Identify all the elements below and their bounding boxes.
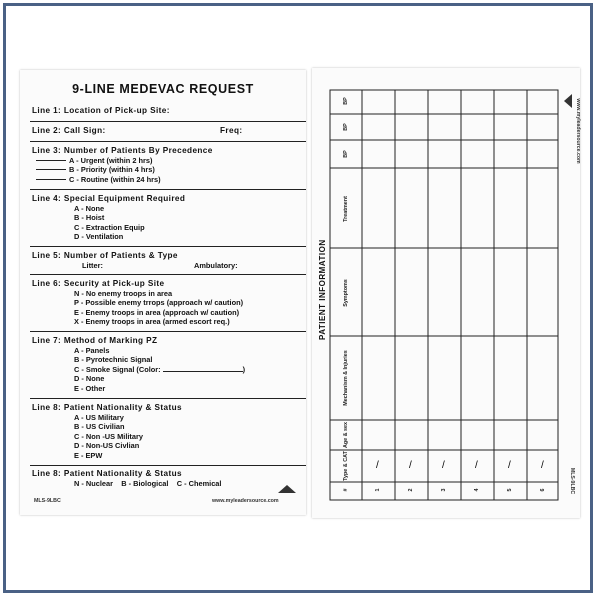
column-label-symptoms: Symptoms xyxy=(343,279,349,307)
type-cat-slash: / xyxy=(409,460,412,471)
line-8-section xyxy=(32,403,304,461)
line-7-heading: Line 7: Method of Marking PZ xyxy=(32,336,158,345)
card-url: www.myleadersource.com xyxy=(575,98,581,164)
line-2-heading: Line 2: Call Sign: xyxy=(32,126,106,135)
line-4-item: C - Extraction Equip xyxy=(74,222,145,232)
line-5-section xyxy=(32,251,304,270)
line-3-item: A - Urgent (within 2 hrs) xyxy=(32,156,304,166)
divider xyxy=(30,398,306,399)
divider xyxy=(30,121,306,122)
card-title: 9-LINE MEDEVAC REQUEST xyxy=(72,82,254,96)
line-3-heading: Line 3: Number of Patients By Precedence xyxy=(32,146,213,155)
line-8-item: B - US Civilian xyxy=(74,422,125,432)
brand-logo xyxy=(564,94,572,113)
patient-information-card xyxy=(312,68,580,518)
column-label-bp: BP xyxy=(343,150,349,158)
patient-grid xyxy=(312,68,580,518)
divider xyxy=(30,465,306,466)
line-1-heading: Line 1: Location of Pick-up Site: xyxy=(32,106,170,115)
line-8-item: A - US Military xyxy=(74,412,124,422)
brand-logo xyxy=(278,485,296,495)
patient-information-title: PATIENT INFORMATION xyxy=(318,239,327,340)
column-label-number: # xyxy=(343,488,349,492)
count-blank[interactable] xyxy=(36,179,66,180)
type-cat-slash: / xyxy=(508,460,511,471)
line-7-item: C - Smoke Signal (Color: ) xyxy=(74,364,246,374)
card-code: MLS-9LBC xyxy=(569,467,575,495)
column-label-bp: BP xyxy=(343,97,349,105)
line-7-section xyxy=(32,336,304,394)
patient-number: 1 xyxy=(375,488,381,492)
medevac-request-card xyxy=(20,70,306,515)
freq-label: Freq: xyxy=(220,126,243,135)
line-4-section xyxy=(32,194,304,242)
column-label-type-cat: Type & CAT xyxy=(343,451,349,481)
column-label-age-sex: Age & sex xyxy=(343,421,349,449)
footer-code: MLS-9LBC xyxy=(34,498,61,504)
line-8-item: D - Non-US Civlian xyxy=(74,441,140,451)
patient-number: 6 xyxy=(540,488,546,492)
line-9-heading: Line 8: Patient Nationality & Status xyxy=(32,469,182,478)
line-9-section xyxy=(32,469,304,488)
line-3-section xyxy=(32,146,304,184)
type-cat-slash: / xyxy=(541,460,544,471)
line-4-item: B - Hoist xyxy=(74,213,105,223)
line-4-item: A - None xyxy=(74,203,105,213)
grid-lines xyxy=(330,90,558,500)
patient-number: 2 xyxy=(408,488,414,492)
ambulatory-label: Ambulatory: xyxy=(194,260,238,270)
line-4-item: D - Ventilation xyxy=(74,232,124,242)
count-blank[interactable] xyxy=(36,169,66,170)
divider xyxy=(30,246,306,247)
line-3-item: B - Priority (within 4 hrs) xyxy=(32,165,304,175)
footer-url: www.myleadersource.com xyxy=(212,498,279,504)
line-6-item: P - Possible enemy trrops (approach w/ caution) xyxy=(74,298,244,308)
line-6-item: E - Enemy troops in area (approach w/ caution) xyxy=(74,307,240,317)
line-9-items: N - Nuclear B - Biological C - Chemical xyxy=(74,478,222,488)
divider xyxy=(30,189,306,190)
line-7-item: D - None xyxy=(74,374,105,384)
line-6-item: X - Enemy troops in area (armed escort req.) xyxy=(74,317,230,327)
line-8-item: E - EPW xyxy=(74,450,103,460)
line-8-item: C - Non -US Military xyxy=(74,431,143,441)
line-8-heading: Line 8: Patient Nationality & Status xyxy=(32,403,182,412)
line-6-item: N - No enemy troops in area xyxy=(74,288,173,298)
line-6-heading: Line 6: Security at Pick-up Site xyxy=(32,279,165,288)
divider xyxy=(30,274,306,275)
divider xyxy=(30,141,306,142)
patient-number: 4 xyxy=(474,488,480,492)
smoke-color-field[interactable] xyxy=(163,371,243,372)
line-6-section xyxy=(32,279,304,327)
type-cat-slash: / xyxy=(442,460,445,471)
type-cat-slash: / xyxy=(475,460,478,471)
line-1-section xyxy=(32,106,304,116)
divider xyxy=(30,331,306,332)
patient-number: 3 xyxy=(441,488,447,492)
patient-number: 5 xyxy=(507,488,513,492)
line-7-item: E - Other xyxy=(74,383,106,393)
litter-label: Litter: Ambulatory: xyxy=(82,260,238,270)
line-3-item: C - Routine (within 24 hrs) xyxy=(32,175,304,185)
logo-icon xyxy=(278,485,296,493)
line-7-item: A - Panels xyxy=(74,345,110,355)
line-7-item: B - Pyrotechnic Signal xyxy=(74,355,153,365)
column-label-treatment: Treatment xyxy=(343,196,349,222)
line-2-section xyxy=(32,126,304,136)
column-label-bp: BP xyxy=(343,123,349,131)
logo-icon xyxy=(564,94,572,108)
line-5-heading: Line 5: Number of Patients & Type xyxy=(32,251,178,260)
line-4-heading: Line 4: Special Equipment Required xyxy=(32,194,186,203)
type-cat-slash: / xyxy=(376,460,379,471)
count-blank[interactable] xyxy=(36,160,66,161)
column-label-mechanism: Mechanism & Injuries xyxy=(343,350,349,406)
